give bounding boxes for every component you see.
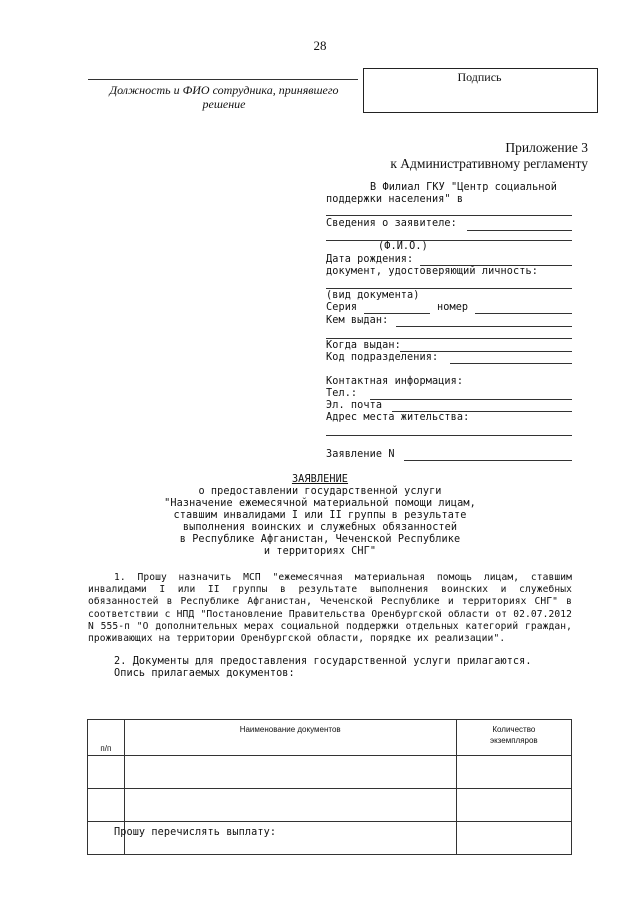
column-header-name: Наименование документов [124, 720, 456, 756]
document-type-field[interactable] [326, 288, 572, 289]
phone-label: Тел.: [326, 388, 358, 399]
document-name-cell[interactable] [124, 789, 456, 822]
official-signature-line [88, 79, 358, 80]
addressee-field[interactable] [326, 215, 572, 216]
application-number-field[interactable] [404, 460, 572, 461]
appendix-line-2: к Административному регламенту [390, 156, 588, 171]
title-line-1: о предоставлении государственной услуги [198, 486, 442, 497]
row-number-cell[interactable] [88, 756, 125, 789]
quantity-cell[interactable] [456, 756, 571, 789]
id-document-label: документ, удостоверяющий личность: [326, 266, 538, 277]
fio-hint: (Ф.И.О.) [378, 241, 428, 252]
quantity-cell[interactable] [456, 789, 571, 822]
document-name-cell[interactable] [124, 756, 456, 789]
phone-field[interactable] [370, 399, 572, 400]
applicant-info-label: Сведения о заявителе: [326, 218, 457, 229]
quantity-cell[interactable] [456, 822, 571, 855]
column-header-quantity [456, 720, 571, 756]
title-line-2: "Назначение ежемесячной материальной помощи лицам, [164, 498, 476, 509]
issued-by-field-2[interactable] [326, 338, 572, 339]
title-line-6: и территориях СНГ" [263, 546, 377, 557]
table-row [88, 789, 572, 822]
appendix-header [390, 140, 588, 172]
column-header-quantity-line-1: Количество [492, 725, 536, 734]
series-field[interactable] [364, 313, 430, 314]
issued-when-label: Когда выдан: [326, 340, 401, 351]
column-header-quantity-line-2: экземпляров [490, 736, 538, 745]
column-header-number: п/п [88, 720, 125, 756]
contacts-label: Контактная информация: [326, 376, 464, 387]
title-line-4: выполнения воинских и служебных обязанностей [182, 522, 458, 533]
official-caption: Должность и ФИО сотрудника, принявшего решение [109, 83, 339, 111]
row-number-cell[interactable] [88, 789, 125, 822]
page-number: 28 [313, 38, 327, 53]
email-label: Эл. почта [326, 400, 383, 411]
applicant-info-field[interactable] [467, 230, 572, 231]
title-line-5: в Республике Афганистан, Чеченской Республике [179, 534, 461, 545]
application-number-label: Заявление N [326, 449, 395, 460]
issued-by-field[interactable] [396, 326, 572, 327]
number-label: номер [437, 302, 469, 313]
applicant-name-field[interactable] [326, 240, 572, 241]
document-list-intro: Опись прилагаемых документов: [114, 668, 295, 679]
issued-by-label: Кем выдан: [326, 315, 389, 326]
table-header-row [88, 720, 572, 756]
division-code-field[interactable] [450, 363, 572, 364]
address-field[interactable] [326, 435, 572, 436]
payment-request-label: Прошу перечислять выплату: [114, 827, 277, 838]
table-row [88, 756, 572, 789]
number-field[interactable] [475, 313, 572, 314]
signature-box-label: Подпись [457, 70, 502, 84]
division-code-label: Код подразделения: [326, 352, 439, 363]
documents-attached-paragraph: 2. Документы для предоставления государственной услуги прилагаются. [114, 656, 532, 667]
series-label: Серия [326, 302, 358, 313]
document-type-hint: (вид документа) [326, 290, 420, 301]
addressee-line-2: поддержки населения" в [326, 194, 464, 205]
appendix-line-1: Приложение 3 [505, 140, 588, 155]
addressee-line-1: В Филиал ГКУ "Центр социальной [370, 182, 558, 193]
address-label: Адрес места жительства: [326, 412, 470, 423]
document-title: ЗАЯВЛЕНИЕ [291, 474, 349, 485]
title-line-3: ставшим инвалидами I или II группы в результате [173, 510, 467, 521]
birth-date-label: Дата рождения: [326, 254, 414, 265]
request-paragraph: 1. Прошу назначить МСП "ежемесячная материальная помощь лицам, ставшим инвалидами I или II группы в результате выполнения воинских и служебных обязанностей в Республике Афганистан, Чеченской Республике и территориях СНГ" в соответствии с НПД "Постановление Правительства Оренбургской области от 02.07.2012 N 555-п "О дополнительных мерах социальной поддержки отдельных категорий граждан, проживающих на территории Оренбургской области, порядке их реализации". [88, 572, 572, 645]
